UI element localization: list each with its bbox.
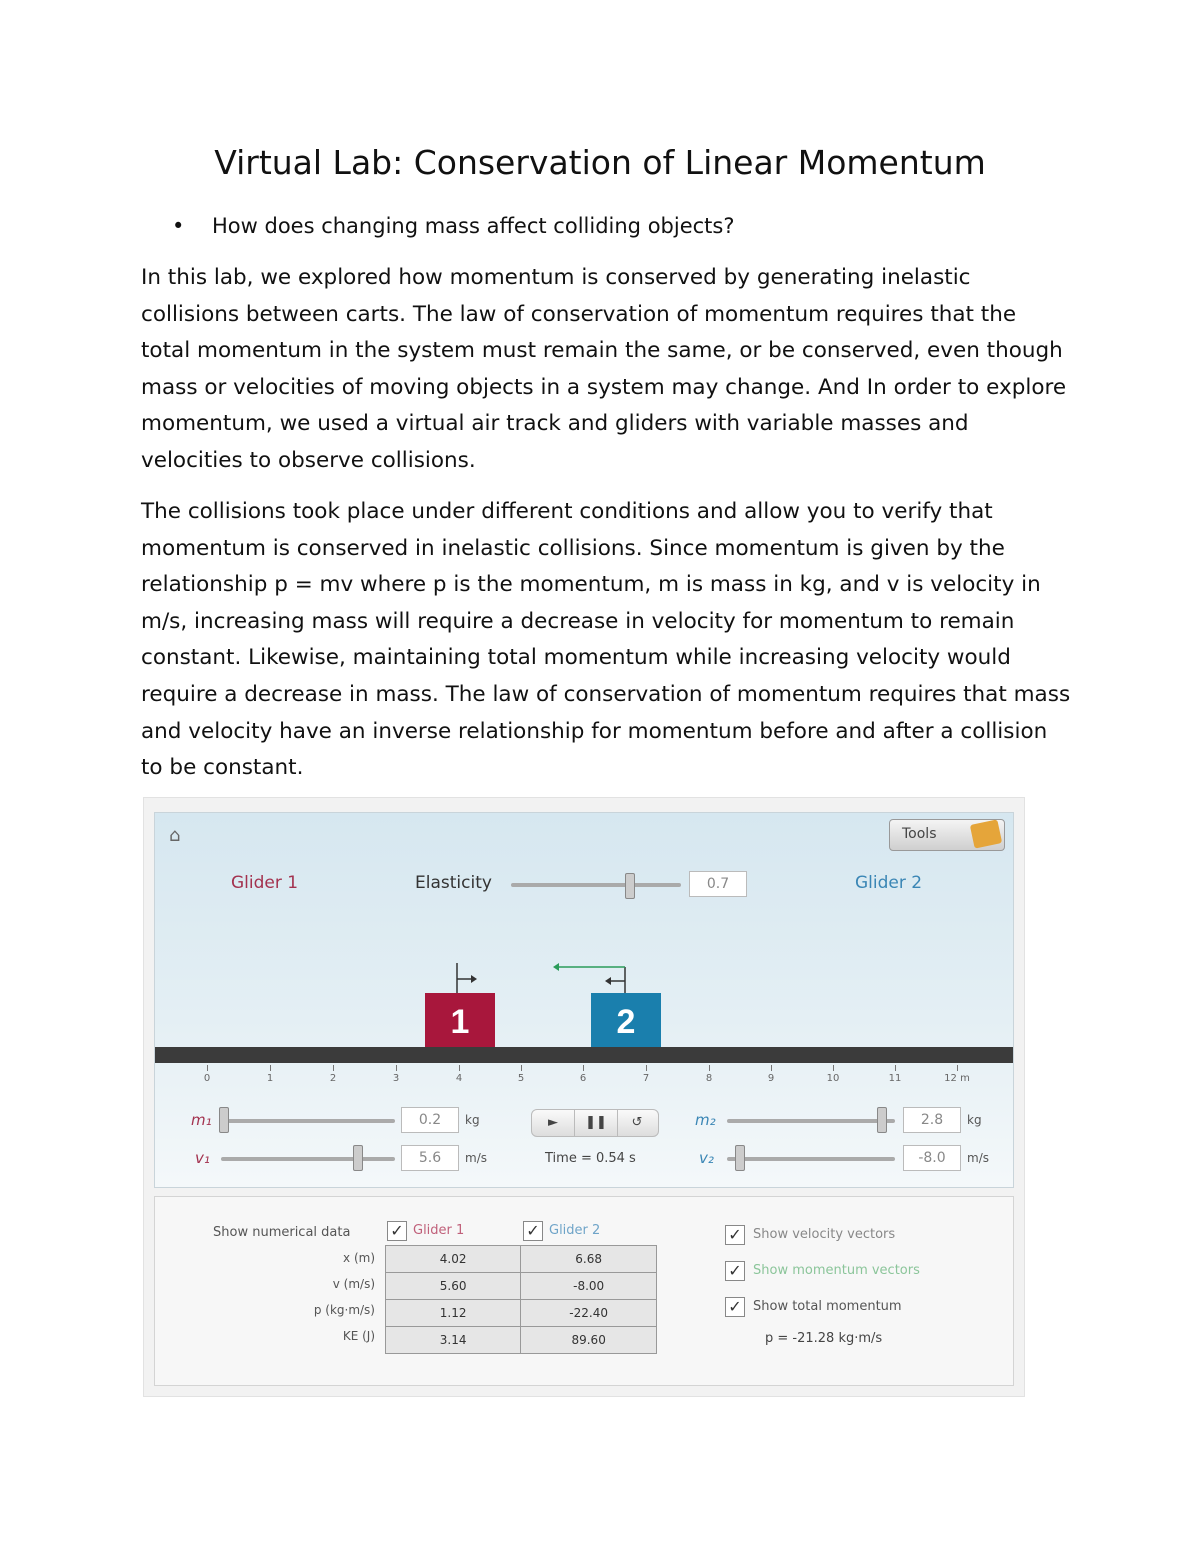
toolbox-icon (970, 819, 1002, 848)
ruler-tick (957, 1065, 958, 1071)
table-cell: -22.40 (521, 1300, 657, 1327)
glider1-cart[interactable]: 1 (425, 993, 495, 1051)
v1-unit: m/s (465, 1151, 487, 1165)
ruler-tick-label: 7 (642, 1073, 650, 1084)
reset-icon[interactable]: ↺ (631, 1115, 643, 1130)
ruler-tick (583, 1065, 584, 1071)
ruler-tick (396, 1065, 397, 1071)
table-cell: 89.60 (521, 1327, 657, 1354)
total-momentum-label: Show total momentum (753, 1299, 902, 1314)
ruler-tick-label: 2 (329, 1073, 337, 1084)
ruler-tick-label: 10 (826, 1073, 840, 1084)
ruler-tick (771, 1065, 772, 1071)
ruler-tick (333, 1065, 334, 1071)
table-cell: -8.00 (521, 1273, 657, 1300)
ruler-tick-label: 5 (517, 1073, 525, 1084)
m2-value[interactable]: 2.8 (903, 1107, 961, 1133)
ruler-tick-label: 1 (266, 1073, 274, 1084)
glider1-data-checkbox[interactable]: ✓ (387, 1221, 407, 1241)
v1-slider-knob[interactable] (353, 1145, 363, 1171)
ruler-tick-label: 12 m (944, 1073, 970, 1084)
velocity-vectors-checkbox[interactable]: ✓ (725, 1225, 745, 1245)
glider1-velocity-arrow-icon (445, 959, 485, 995)
position-ruler (155, 1065, 1013, 1095)
simulation-stage (154, 812, 1014, 1188)
m1-value[interactable]: 0.2 (401, 1107, 459, 1133)
table-cell: 6.68 (521, 1246, 657, 1273)
m2-label: m₂ (695, 1111, 716, 1129)
table-row (386, 1273, 657, 1300)
table-cell: 3.14 (386, 1327, 521, 1354)
numerical-data-table (385, 1245, 657, 1354)
glider2-cart[interactable]: 2 (591, 993, 661, 1051)
velocity-vectors-label: Show velocity vectors (753, 1227, 896, 1242)
v2-slider-knob[interactable] (735, 1145, 745, 1171)
home-icon: ⌂ (169, 825, 181, 846)
elasticity-label: Elasticity (415, 873, 492, 893)
m1-slider[interactable] (221, 1119, 395, 1123)
v1-value[interactable]: 5.6 (401, 1145, 459, 1171)
tools-button[interactable] (889, 819, 1005, 851)
elasticity-slider[interactable] (511, 883, 681, 887)
momentum-vectors-label: Show momentum vectors (753, 1263, 920, 1278)
ruler-tick (207, 1065, 208, 1071)
table-row (386, 1300, 657, 1327)
ruler-tick (895, 1065, 896, 1071)
ruler-tick (459, 1065, 460, 1071)
row-label-ke: KE (J) (342, 1329, 375, 1343)
row-label-p: p (kg·m/s) (313, 1303, 375, 1317)
m2-slider[interactable] (727, 1119, 895, 1123)
ruler-tick-label: 9 (767, 1073, 775, 1084)
discussion-paragraph: The collisions took place under different conditions and allow you to verify that momentum is conserved in inelastic collisions. Since momentum is given by the relationship p = mv where p is the momentum, m is mass in kg, and v is velocity in m/s, increasing mass will require a decrease in velocity for momentum to remain constant. Likewise, maintaining total momentum while increasing velocity would require a decrease in mass. The law of conservation of momentum requires that mass and velocity have an inverse relationship for momentum before and after a collision to be constant. (141, 499, 1071, 781)
playback-controls (531, 1109, 659, 1137)
ruler-tick-label: 4 (455, 1073, 463, 1084)
v2-slider[interactable] (727, 1157, 895, 1161)
elasticity-value[interactable]: 0.7 (689, 871, 747, 897)
glider2-data-label: Glider 2 (549, 1223, 601, 1238)
intro-paragraph: In this lab, we explored how momentum is conserved by generating inelastic collisions between carts. The law of conservation of momentum requires that the total momentum in the system must remain the same, or be conserved, even though mass or velocities of moving objects in a system may change. And In order to explore momentum, we used a virtual air track and gliders with variable masses and velocities to observe collisions. (141, 265, 1067, 473)
total-momentum-checkbox[interactable]: ✓ (725, 1297, 745, 1317)
ruler-tick-label: 11 (888, 1073, 902, 1084)
m1-slider-knob[interactable] (219, 1107, 229, 1133)
table-cell: 1.12 (386, 1300, 521, 1327)
numerical-data-panel (154, 1196, 1014, 1386)
table-row (386, 1327, 657, 1354)
total-momentum-readout: p = -21.28 kg·m/s (765, 1331, 883, 1346)
pause-icon[interactable]: ❚❚ (574, 1110, 618, 1136)
show-numerical-label: Show numerical data (213, 1225, 351, 1240)
v2-label: v₂ (699, 1149, 714, 1167)
document-title: Virtual Lab: Conservation of Linear Momentum (214, 143, 986, 182)
glider2-data-checkbox[interactable]: ✓ (523, 1221, 543, 1241)
glider2-label: Glider 2 (855, 873, 923, 893)
ruler-tick (270, 1065, 271, 1071)
air-track (155, 1047, 1013, 1063)
v2-value[interactable]: -8.0 (903, 1145, 961, 1171)
m1-label: m₁ (191, 1111, 212, 1129)
bullet-icon: • (172, 214, 185, 238)
ruler-tick (709, 1065, 710, 1071)
ruler-tick-label: 6 (579, 1073, 587, 1084)
row-label-v: v (m/s) (332, 1277, 375, 1291)
m1-unit: kg (465, 1113, 480, 1127)
v1-slider[interactable] (221, 1157, 395, 1161)
v1-label: v₁ (195, 1149, 210, 1167)
m2-slider-knob[interactable] (877, 1107, 887, 1133)
table-row (386, 1246, 657, 1273)
ruler-tick (833, 1065, 834, 1071)
ruler-tick-label: 0 (203, 1073, 211, 1084)
glider2-velocity-arrow-icon (551, 955, 631, 995)
play-icon[interactable]: ► (548, 1115, 558, 1130)
time-readout: Time = 0.54 s (545, 1151, 636, 1166)
momentum-vectors-checkbox[interactable]: ✓ (725, 1261, 745, 1281)
ruler-tick (521, 1065, 522, 1071)
glider1-label: Glider 1 (231, 873, 299, 893)
ruler-tick (646, 1065, 647, 1071)
m2-unit: kg (967, 1113, 982, 1127)
v2-unit: m/s (967, 1151, 989, 1165)
question-text: How does changing mass affect colliding objects? (212, 214, 735, 238)
simulation-screenshot (143, 797, 1025, 1397)
ruler-tick-label: 8 (705, 1073, 713, 1084)
glider1-data-label: Glider 1 (413, 1223, 465, 1238)
tools-label: Tools (902, 826, 937, 842)
ruler-tick-label: 3 (392, 1073, 400, 1084)
row-label-x: x (m) (343, 1251, 375, 1265)
table-cell: 4.02 (386, 1246, 521, 1273)
table-cell: 5.60 (386, 1273, 521, 1300)
elasticity-slider-knob[interactable] (625, 873, 635, 899)
